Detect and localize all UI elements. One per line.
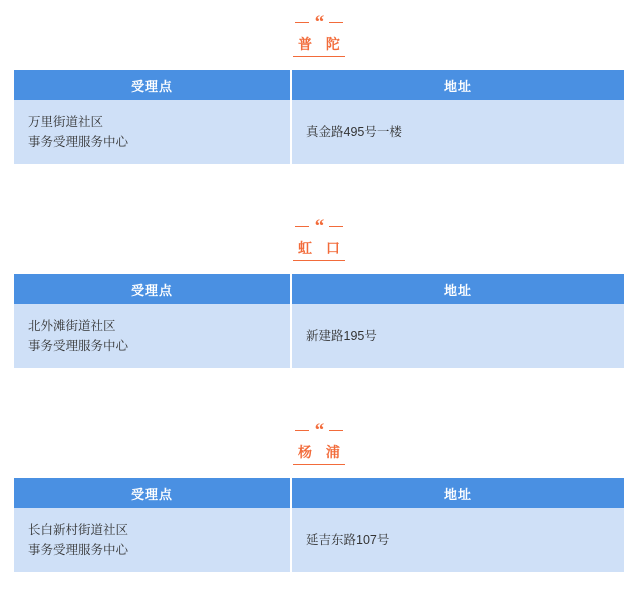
section-header xyxy=(0,0,638,61)
table-row xyxy=(14,100,624,164)
column-header-name: 受理点 xyxy=(14,274,291,304)
table-row xyxy=(14,304,624,368)
service-point-line-2: 事务受理服务中心 xyxy=(28,543,129,557)
section-spacer xyxy=(0,368,638,408)
section-putuo xyxy=(0,0,638,164)
service-points-table xyxy=(14,70,624,164)
quote-mark-icon: “ xyxy=(314,216,324,237)
table-header-row xyxy=(14,70,624,100)
cell-service-point xyxy=(14,508,291,572)
cell-service-point xyxy=(14,100,291,164)
column-header-address: 地址 xyxy=(291,478,624,508)
cell-address: 真金路495号一楼 xyxy=(291,100,624,164)
service-points-table xyxy=(14,274,624,368)
section-yangpu xyxy=(0,408,638,572)
service-point-line-2: 事务受理服务中心 xyxy=(28,339,129,353)
section-header xyxy=(0,408,638,469)
service-point-line-1: 长白新村街道社区 xyxy=(28,523,129,537)
section-spacer xyxy=(0,164,638,204)
cell-address: 延吉东路107号 xyxy=(291,508,624,572)
cell-service-point xyxy=(14,304,291,368)
cell-address: 新建路195号 xyxy=(291,304,624,368)
service-point-line-2: 事务受理服务中心 xyxy=(28,135,129,149)
dash-left-icon xyxy=(295,22,309,23)
column-header-name: 受理点 xyxy=(14,478,291,508)
table-header-row xyxy=(14,274,624,304)
column-header-address: 地址 xyxy=(291,274,624,304)
dash-right-icon xyxy=(329,22,343,23)
service-points-table xyxy=(14,478,624,572)
section-ornament xyxy=(0,422,638,440)
dash-right-icon xyxy=(329,430,343,431)
column-header-name: 受理点 xyxy=(14,70,291,100)
dash-left-icon xyxy=(295,430,309,431)
quote-mark-icon: “ xyxy=(314,12,324,33)
section-ornament xyxy=(0,14,638,32)
table-row xyxy=(14,508,624,572)
service-point-line-1: 北外滩街道社区 xyxy=(28,319,116,333)
service-point-line-1: 万里街道社区 xyxy=(28,115,104,129)
section-hongkou xyxy=(0,204,638,368)
column-header-address: 地址 xyxy=(291,70,624,100)
quote-mark-icon: “ xyxy=(314,420,324,441)
dash-left-icon xyxy=(295,226,309,227)
table-header-row xyxy=(14,478,624,508)
section-title: 普 陀 xyxy=(293,34,345,57)
section-header xyxy=(0,204,638,265)
section-title: 杨 浦 xyxy=(293,442,345,465)
section-title: 虹 口 xyxy=(293,238,345,261)
section-ornament xyxy=(0,218,638,236)
dash-right-icon xyxy=(329,226,343,227)
